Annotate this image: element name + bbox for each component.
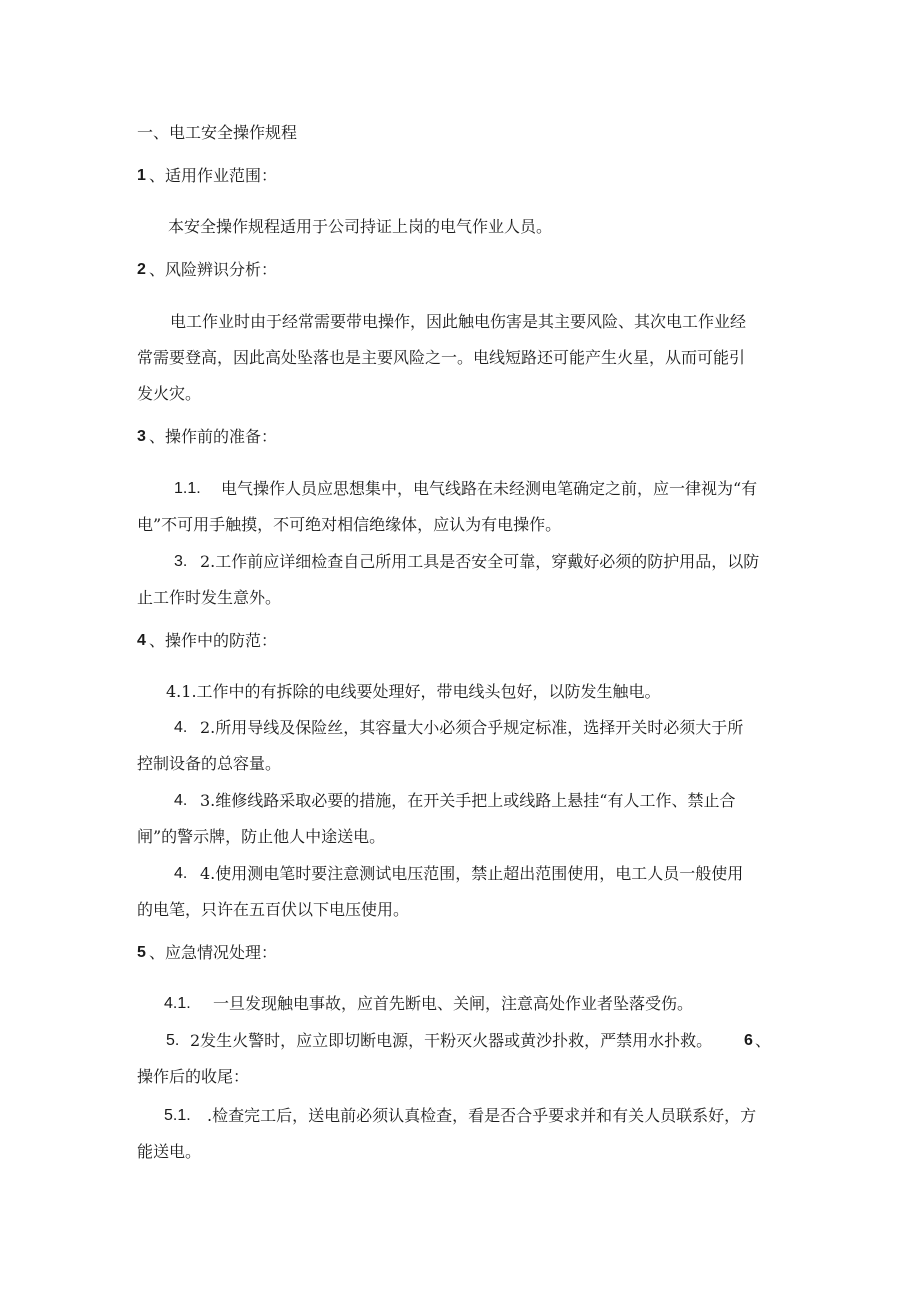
section-6-separator: 、 (755, 1031, 772, 1050)
section-6-number: 6 (744, 1032, 753, 1049)
document-page: 一、电工安全操作规程 1 、适用作业范围： 本安全操作规程适用于公司持证上岗的电气作业人员。 2 、风险辨识分析： 电工作业时由于经常需要带电操作，因此触电伤害是其主要风险、其次电工作业经 常需要登高，因此高处坠落也是主要风险之一。电线短路还可能产生火星，从而可能引 发火灾。 3 、操作前的准备： 1.1. 电气操作人员应思想集中，电气线路在未经测电笔确定之前，应一律视为“有 电”不可用手触摸，不可绝对相信绝缘体，应认为有电操作。 3. 2.工作前应详细检查自己所用工具是否安全可靠，穿戴好必须的防护用品，以防 止工作时发生意外。 4 、操作中的防范： 4.1.工作中的有拆除的电线要处理好，带电线头包好，以防发生触电。 4. 2.所用导线及保险丝，其容量大小必须合乎规定标准，选择开关时必须大于所 控制设备的总容量。 4. 3.维修线路采取必要的措施，在开关手把上或线路上悬挂“有人工作、禁止合 闸”的警示牌，防止他人中途送电。 4. 4.使用测电笔时要注意测试电压范围，禁止超出范围使用，电工人员一般使用 的电笔，只许在五百伏以下电压使用。 5 、应急情况处理： 4.1. 一旦发现触电事故，应首先断电、关闸，注意高处作业者坠落受伤。 5. 2发生火警时，应立即切断电源，干粉灭火器或黄沙扑救，严禁用水扑救。 6 、 操作后的收尾： 5.1. .检查完工后，送电前必须认真检查，看是否合乎要求并和有关人员联系好，方 能送电。 (137, 123, 772, 1161)
